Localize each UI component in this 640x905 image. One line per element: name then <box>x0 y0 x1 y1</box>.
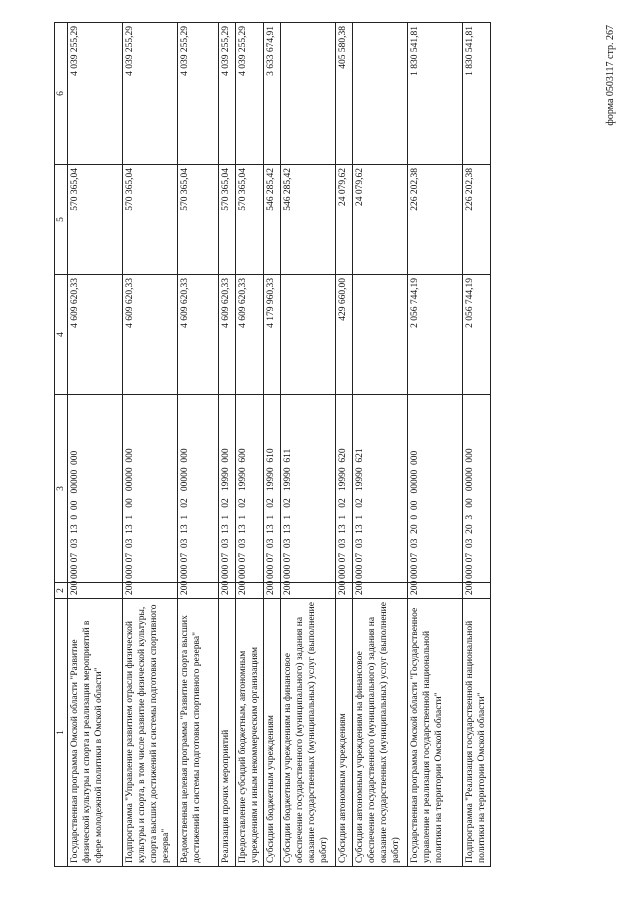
column-header: 6 <box>55 23 68 165</box>
column-header: 5 <box>55 165 68 275</box>
table-row <box>353 23 408 867</box>
report-table <box>54 22 491 867</box>
cell-col4: 4 179 960,33 <box>264 275 281 395</box>
cell-col4: 4 609 620,33 <box>178 275 219 395</box>
cell-col6: 4 039 255,29 <box>219 23 236 165</box>
cell-col4: 4 609 620,33 <box>123 275 178 395</box>
table-row <box>219 23 236 867</box>
cell-col6: 4 039 255,29 <box>123 23 178 165</box>
cell-col5: 570 365,04 <box>178 165 219 275</box>
cell-name: Субсидии бюджетным учреждениям на финансовое обеспечение государственного (муниципального) задания на оказание государственных (муниципальных) услуг (выполнение работ) <box>281 599 336 867</box>
cell-code: 000 07 03 13 1 02 19990 610 <box>264 395 281 583</box>
cell-name: Государственная программа Омской области "Государственное управление и реализация государственной национальной политики на территории Омской области" <box>408 599 463 867</box>
header-row <box>55 23 68 867</box>
cell-line: 200 <box>178 583 219 599</box>
cell-col5: 570 365,04 <box>219 165 236 275</box>
cell-line: 200 <box>281 583 336 599</box>
column-header: 3 <box>55 395 68 583</box>
cell-line: 200 <box>336 583 353 599</box>
column-header: 4 <box>55 275 68 395</box>
cell-code: 000 07 03 13 1 02 19990 000 <box>219 395 236 583</box>
cell-name: Предоставление субсидий бюджетным, автономным учреждениям и иным некоммерческим организациям <box>236 599 264 867</box>
cell-col6: 1 830 541,81 <box>408 23 463 165</box>
table-row <box>123 23 178 867</box>
cell-col5: 570 365,04 <box>123 165 178 275</box>
cell-line: 200 <box>123 583 178 599</box>
table-row <box>236 23 264 867</box>
cell-code: 000 07 03 13 1 02 00000 000 <box>178 395 219 583</box>
cell-code: 000 07 03 13 1 02 19990 621 <box>353 395 408 583</box>
cell-col4: 4 609 620,33 <box>219 275 236 395</box>
cell-line: 200 <box>463 583 491 599</box>
cell-line: 200 <box>68 583 123 599</box>
cell-name: Подпрограмма "Реализация государственной национальной политики на территории Омской области" <box>463 599 491 867</box>
cell-col6: 1 830 541,81 <box>463 23 491 165</box>
table-row <box>178 23 219 867</box>
cell-line: 200 <box>219 583 236 599</box>
cell-col4 <box>353 275 408 395</box>
cell-code: 000 07 03 13 1 02 19990 620 <box>336 395 353 583</box>
cell-name: Субсидии автономным учреждениям <box>336 599 353 867</box>
table-row <box>336 23 353 867</box>
cell-col4: 4 609 620,33 <box>236 275 264 395</box>
cell-col6 <box>353 23 408 165</box>
cell-col5: 24 079,62 <box>353 165 408 275</box>
cell-code: 000 07 03 13 1 02 19990 611 <box>281 395 336 583</box>
cell-line: 200 <box>408 583 463 599</box>
cell-col5: 546 285,42 <box>264 165 281 275</box>
cell-code: 000 07 03 20 0 00 00000 000 <box>408 395 463 583</box>
cell-col6: 405 580,38 <box>336 23 353 165</box>
cell-col5: 24 079,62 <box>336 165 353 275</box>
cell-col6: 4 039 255,29 <box>68 23 123 165</box>
table-row <box>408 23 463 867</box>
cell-name: Государственная программа Омской области "Развитие физической культуры и спорта и реализация мероприятий в сфере молодежной политики в Омской области" <box>68 599 123 867</box>
table-row <box>264 23 281 867</box>
column-header: 1 <box>55 599 68 867</box>
cell-code: 000 07 03 20 3 00 00000 000 <box>463 395 491 583</box>
cell-col6 <box>281 23 336 165</box>
cell-col5: 570 365,04 <box>68 165 123 275</box>
cell-col6: 3 633 674,91 <box>264 23 281 165</box>
cell-col5: 546 285,42 <box>281 165 336 275</box>
cell-col4: 2 056 744,19 <box>408 275 463 395</box>
cell-name: Реализация прочих мероприятий <box>219 599 236 867</box>
table-row <box>68 23 123 867</box>
cell-col4 <box>281 275 336 395</box>
cell-name: Ведомственная целевая программа "Развитие спорта высших достижений и системы подготовки спортивного резерва" <box>178 599 219 867</box>
cell-name: Субсидии бюджетным учреждениям <box>264 599 281 867</box>
form-header: форма 0503117 стр. 267 <box>605 25 616 126</box>
cell-col4: 2 056 744,19 <box>463 275 491 395</box>
cell-col5: 226 202,38 <box>463 165 491 275</box>
cell-col6: 4 039 255,29 <box>178 23 219 165</box>
cell-code: 000 07 03 13 1 00 00000 000 <box>123 395 178 583</box>
cell-col4: 429 660,00 <box>336 275 353 395</box>
table-row <box>281 23 336 867</box>
cell-col6: 4 039 255,29 <box>236 23 264 165</box>
cell-name: Субсидии автономным учреждениям на финансовое обеспечение государственного (муниципального) задания на оказание государственных (муниципальных) услуг (выполнение работ) <box>353 599 408 867</box>
cell-name: Подпрограмма "Управление развитием отрасли физической культуры и спорта, в том числе развитие физической культуры, спорта высших достижений и системы подготовки спортивного резерва" <box>123 599 178 867</box>
cell-col5: 570 365,04 <box>236 165 264 275</box>
table-row <box>463 23 491 867</box>
cell-line: 200 <box>353 583 408 599</box>
cell-col4: 4 609 620,33 <box>68 275 123 395</box>
cell-line: 200 <box>236 583 264 599</box>
cell-code: 000 07 03 13 0 00 00000 000 <box>68 395 123 583</box>
column-header: 2 <box>55 583 68 599</box>
cell-col5: 226 202,38 <box>408 165 463 275</box>
cell-code: 000 07 03 13 1 02 19990 600 <box>236 395 264 583</box>
cell-line: 200 <box>264 583 281 599</box>
